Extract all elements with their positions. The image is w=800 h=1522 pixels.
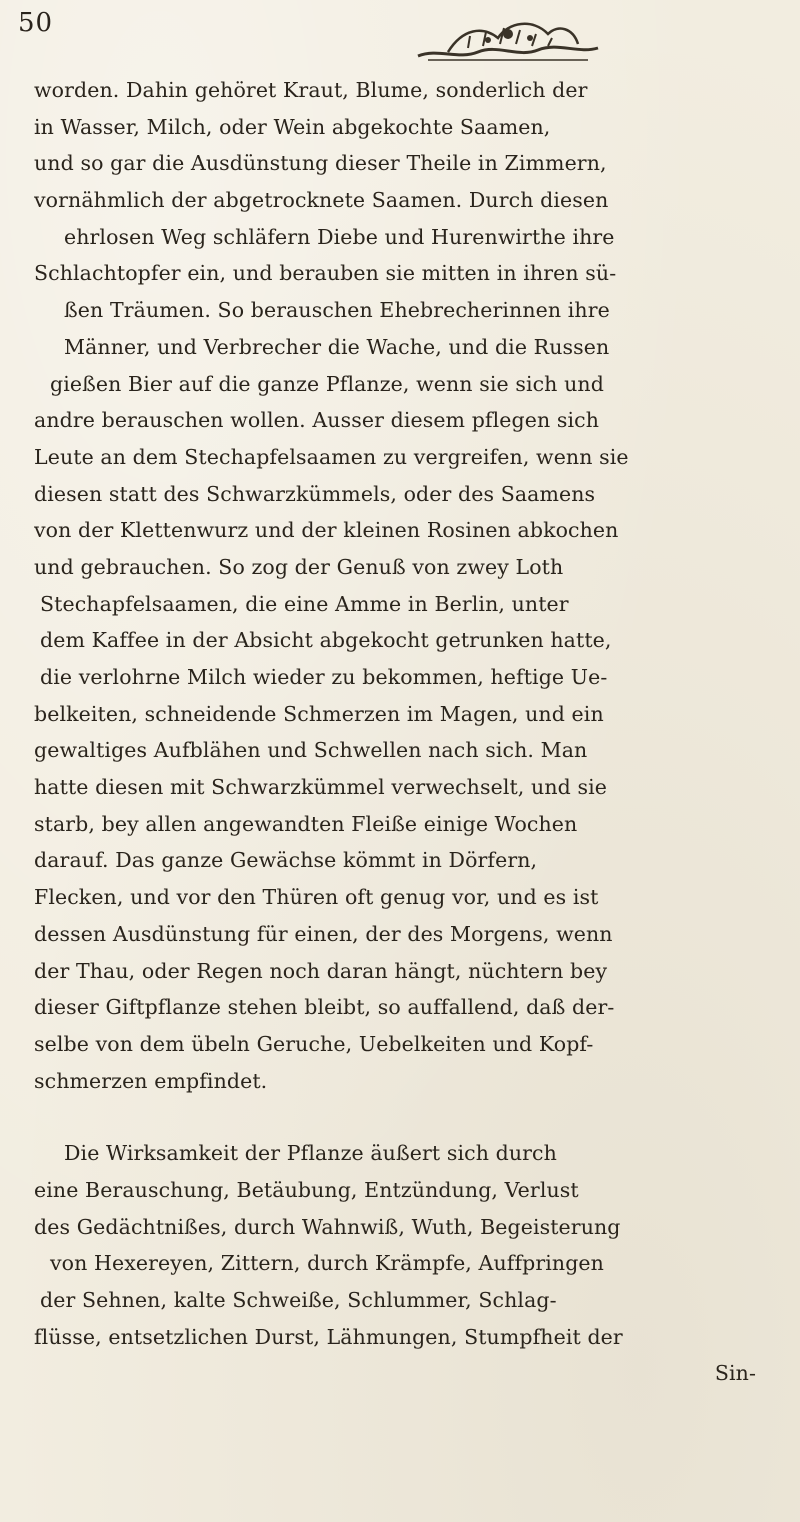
text-line: Männer, und Verbrecher die Wache, und die Russen <box>64 334 610 359</box>
text-line: und gebrauchen. So zog der Genuß von zwey Loth <box>34 554 564 579</box>
text-line: der Thau, oder Regen noch daran hängt, nüchtern bey <box>34 958 608 983</box>
body-text <box>34 72 780 1392</box>
text-line: Leute an dem Stechapfelsaamen zu vergreifen, wenn sie <box>34 444 629 469</box>
printer-ornament-icon <box>408 8 608 68</box>
text-line: starb, bey allen angewandten Fleiße einige Wochen <box>34 811 578 836</box>
text-line: des Gedächtnißes, durch Wahnwiß, Wuth, Begeisterung <box>34 1214 621 1239</box>
text-line: andre berauschen wollen. Ausser diesem pflegen sich <box>34 408 600 433</box>
text-line: in Wasser, Milch, oder Wein abgekochte Saamen, <box>34 114 551 139</box>
text-line: dem Kaffee in der Absicht abgekocht getrunken hatte, <box>40 628 612 653</box>
text-line: worden. Dahin gehöret Kraut, Blume, sonderlich der <box>34 78 588 102</box>
text-line: gießen Bier auf die ganze Pflanze, wenn sie sich und <box>50 371 604 396</box>
catchword: Sin- <box>714 1361 756 1386</box>
paragraph-gap <box>34 1099 780 1135</box>
text-line: und so gar die Ausdünstung dieser Theile in Zimmern, <box>34 151 607 176</box>
text-line: eine Berauschung, Betäubung, Entzündung, Verlust <box>34 1177 579 1202</box>
text-line: ehrlosen Weg schläfern Diebe und Hurenwirthe ihre <box>64 224 615 249</box>
text-line: diesen statt des Schwarzkümmels, oder des Saamens <box>34 481 596 506</box>
text-line: belkeiten, schneidende Schmerzen im Magen, und ein <box>34 701 604 726</box>
text-line: vornähmlich der abgetrocknete Saamen. Durch diesen <box>34 188 609 213</box>
text-line: ßen Träumen. So berauschen Ehebrecherinnen ihre <box>64 298 610 323</box>
text-line: gewaltiges Aufblähen und Schwellen nach sich. Man <box>34 738 588 763</box>
text-line: hatte diesen mit Schwarzkümmel verwechselt, und sie <box>34 775 607 800</box>
text-line: schmerzen empfindet. <box>34 1068 268 1093</box>
text-line: dieser Giftpflanze stehen bleibt, so auffallend, daß der- <box>34 995 615 1020</box>
text-line: die verlohrne Milch wieder zu bekommen, heftige Ue- <box>40 665 608 689</box>
text-line: der Sehnen, kalte Schweiße, Schlummer, Schlag- <box>40 1288 557 1312</box>
text-line: Stechapfelsaamen, die eine Amme in Berlin, unter <box>40 591 569 616</box>
text-line: darauf. Das ganze Gewächse kömmt in Dörfern, <box>34 848 538 873</box>
page-number: 50 <box>18 8 54 38</box>
text-line: von Hexereyen, Zittern, durch Krämpfe, Auffpringen <box>50 1251 604 1276</box>
text-line: Schlachtopfer ein, und berauben sie mitten in ihren sü- <box>34 261 617 286</box>
text-line: flüsse, entsetzlichen Durst, Lähmungen, Stumpfheit der <box>34 1324 623 1349</box>
text-line: von der Klettenwurz und der kleinen Rosinen abkochen <box>34 518 619 543</box>
text-line: Flecken, und vor den Thüren oft genug vor, und es ist <box>34 885 599 910</box>
text-line: selbe von dem übeln Geruche, Uebelkeiten und Kopf- <box>34 1031 594 1056</box>
text-line: Die Wirksamkeit der Pflanze äußert sich durch <box>64 1141 557 1166</box>
text-line: dessen Ausdünstung für einen, der des Morgens, wenn <box>34 921 613 946</box>
